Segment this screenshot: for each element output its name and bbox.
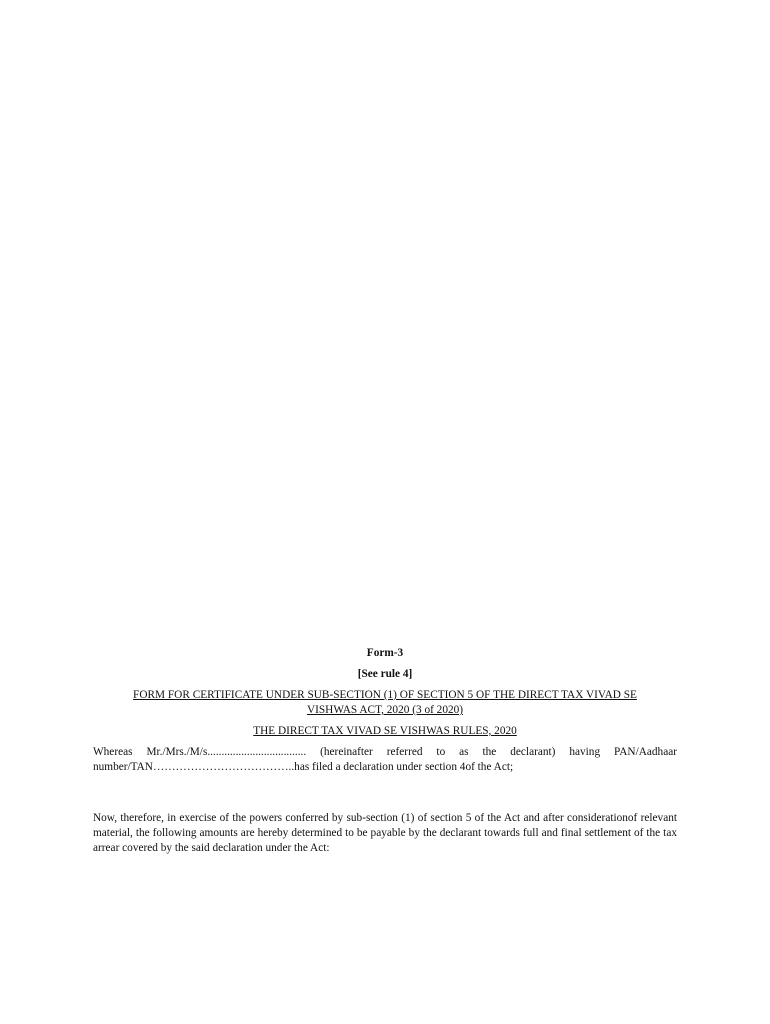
form-3-certificate xyxy=(93,646,677,856)
declaration-paragraph: Whereas Mr./Mrs./M/s................................... (hereinafter referred to as the declarant) having PAN/Aadhaar number/TAN………………………………..has filed a declaration under section 4of the Act; xyxy=(93,746,677,773)
rules-title: THE DIRECT TAX VIVAD SE VISHWAS RULES, 2020 xyxy=(253,725,517,737)
form-title xyxy=(93,688,677,718)
see-rule-reference: [See rule 4] xyxy=(357,668,413,680)
determination-paragraph: Now, therefore, in exercise of the powers conferred by sub-section (1) of section 5 of the Act and after considerationof relevant material, the following amounts are hereby determined to be payable by the declarant towards full and final settlement of the tax arrear covered by the said declaration under the Act: xyxy=(93,812,677,854)
form-title-line-2: VISHWAS ACT, 2020 (3 of 2020) xyxy=(306,704,464,716)
form-number: Form-3 xyxy=(366,647,404,659)
form-title-line-1: FORM FOR CERTIFICATE UNDER SUB-SECTION (1) OF SECTION 5 OF THE DIRECT TAX VIVAD SE xyxy=(133,689,637,701)
